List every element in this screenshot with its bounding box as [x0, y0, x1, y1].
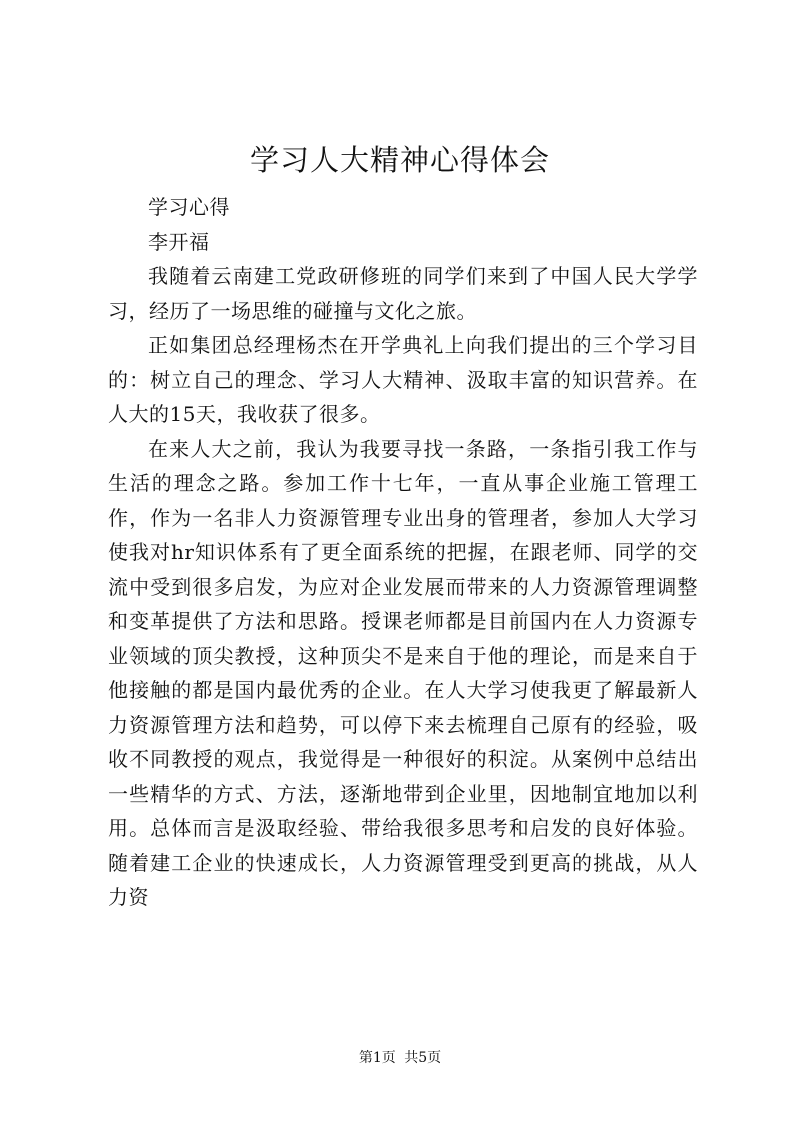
- document-body: [108, 190, 698, 915]
- page-footer: [0, 1048, 800, 1068]
- paragraph-intro: 我随着云南建工党政研修班的同学们来到了中国人民大学学习，经历了一场思维的碰撞与文化之旅。: [108, 264, 698, 323]
- page-total: 共5页: [404, 1050, 442, 1066]
- page-number: 第1页: [358, 1050, 396, 1066]
- paragraph-goals: 正如集团总经理杨杰在开学典礼上向我们提出的三个学习目的：树立自己的理念、学习人大精神、汲取丰富的知识营养。在人大的15天，我收获了很多。: [108, 333, 698, 426]
- document-title: 学习人大精神心得体会: [249, 143, 550, 177]
- paragraph-heading: 学习心得: [148, 195, 230, 219]
- paragraph-reflection: 在来人大之前，我认为我要寻找一条路，一条指引我工作与生活的理念之路。参加工作十七年，一直从事企业施工管理工作，作为一名非人力资源管理专业出身的管理者，参加人大学习使我对hr知识体系有了更全面系统的把握，在跟老师、同学的交流中受到很多启发，为应对企业发展而带来的人力资源管理调整和变革提供了方法和思路。授课老师都是目前国内在人力资源专业领域的顶尖教授，这种顶尖不是来自于他的理论，而是来自于他接触的都是国内最优秀的企业。在人大学习使我更了解最新人力资源管理方法和趋势，可以停下来去梳理自己原有的经验，吸收不同教授的观点，我觉得是一种很好的积淀。从案例中总结出一些精华的方式、方法，逐渐地带到企业里，因地制宜地加以利用。总体而言是汲取经验、带给我很多思考和启发的良好体验。随着建工企业的快速成长，人力资源管理受到更高的挑战，从人力资: [108, 436, 698, 909]
- paragraph-author: 李开福: [148, 229, 210, 254]
